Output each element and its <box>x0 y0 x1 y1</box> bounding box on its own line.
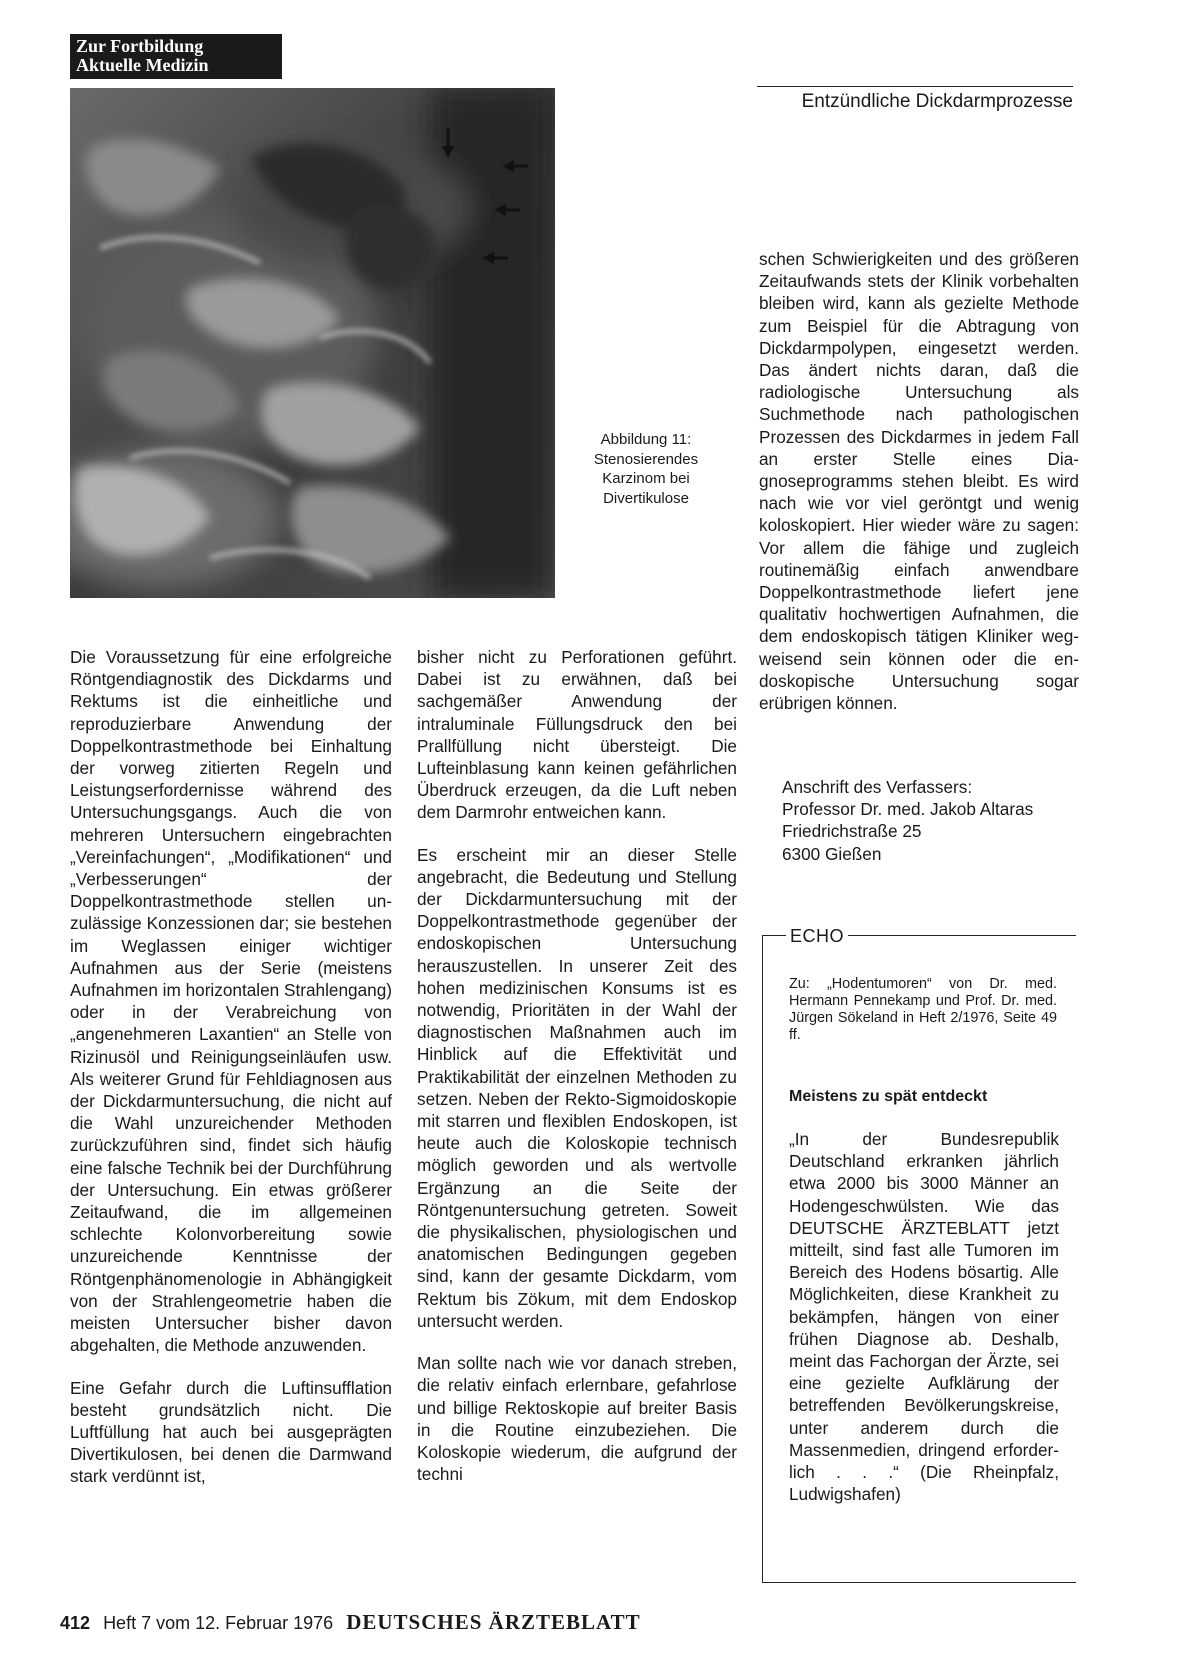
journal-name: DEUTSCHES ÄRZTEBLATT <box>346 1610 641 1634</box>
section-label-line2: Aktuelle Medizin <box>76 55 209 75</box>
echo-reference: Zu: „Hodentumoren“ von Dr. med. Hermann Pennekamp und Prof. Dr. med. Jürgen Sökeland in Heft 2/1976, Seite 49 ff. <box>789 976 1057 1043</box>
address-city: 6300 Gießen <box>782 843 882 864</box>
address-label: Anschrift des Verfassers: <box>782 777 973 797</box>
address-street: Friedrichstraße 25 <box>782 821 922 842</box>
section-label-line1: Zur Fortbildung <box>76 36 204 56</box>
section-label <box>70 34 282 79</box>
paragraph: bisher nicht zu Perforationen geführt. Dabei ist zu erwähnen, daß bei sachgemäßer Anwendung der intraluminale Füllungsdruck den bei Prallfüllung nicht übersteigt. Die Lufteinblasung kann keinen gefährlichen Überdruck erzeugen, da die Luft neben dem Darmrohr entweichen kann. <box>417 647 737 823</box>
figure-caption: Abbildung 11: Stenosierendes Karzinom bei Divertikulose <box>593 431 699 507</box>
paragraph: schen Schwierigkeiten und des größeren Zeitaufwands stets der Klinik vorbehalten bleiben wird, kann als gezielte Methode zum Beispiel für die Abtragung von Dickdarmpolypen, eingesetzt werden. Das ändert nichts daran, daß die radiologische Untersuchung als Suchmethode nach pathologischen Prozessen des Dickdarmes in jedem Fall an erster Stelle eines Diagnoseprogramms stehen bleibt. Es wird nach wie vor viel geröntgt und wenig koloskopiert. Hier wieder wäre zu sagen: Vor allem die fähige und zugleich routinemäßig einfach anwendbare Doppelkontrastmethode liefert jene qualitativ hochwertigen Aufnahmen, die dem endoskopisch tätigen Kliniker wegweisend sein können oder die endoskopische Untersuchung sogar erübrigen können. <box>759 249 1079 714</box>
paragraph: Man sollte nach wie vor danach streben, die relativ einfach erlernbare, gefahrlose und billige Rektoskopie auf breiter Basis in die Routine einzubeziehen. Die Koloskopie wiederum, die aufgrund der techni <box>417 1353 737 1485</box>
article-column-2 <box>417 646 737 1485</box>
running-topic: Entzündliche Dickdarmprozesse <box>801 91 1073 112</box>
echo-title: ECHO <box>786 926 848 947</box>
page-footer <box>60 1610 760 1635</box>
paragraph: Es erscheint mir an dieser Stelle angebracht, die Bedeutung und Stellung der Dickdarmuntersuchung mit der Doppelkontrastmethode gegenüber der endoskopischen Untersuchung herauszustellen. In unserer Zeit des hohen medizinischen Konsums ist es notwendig, Prioritäten in der Wahl der diagnostischen Maßnahmen auch im Hinblick auf die Effektivität und Praktikabilität der einzelnen Methoden zu setzen. Neben der Rekto-Sigmoidoskopie mit starren und flexiblen Endoskopen, ist heute auch die Koloskopie technisch möglich geworden und als wertvolle Ergänzung an die Seite der Röntgenuntersuchung getreten. Soweit die physikalischen, physiologischen und anatomischen Bedingungen gegeben sind, kann der gesamte Dickdarm, vom Rektum bis Zökum, mit dem Endoskop untersucht werden. <box>417 844 737 1331</box>
xray-figure <box>70 88 555 598</box>
author-name: Professor Dr. med. Jakob Altaras <box>782 799 1034 820</box>
issue-info: Heft 7 vom 12. Februar 1976 <box>103 1613 334 1633</box>
paragraph: Eine Gefahr durch die Luftinsufflation besteht grundsätzlich nicht. Die Luftfüllung hat auch bei ausgeprägten Divertikulosen, bei denen die Darmwand stark verdünnt ist, <box>70 1377 392 1487</box>
author-address <box>782 776 1082 865</box>
topic-rule <box>757 86 1073 87</box>
article-column-3 <box>759 248 1079 714</box>
echo-body: „In der Bundesrepublik Deutschland erkranken jährlich etwa 2000 bis 3000 Männer an Hodengeschwülsten. Wie das DEUTSCHE ÄRZTEBLATT jetzt mitteilt, sind fast alle Tumoren im Bereich des Hodens bösartig. Alle Möglichkeiten, diese Krankheit zu bekämpfen, hängen von einer frühen Diagnose ab. Deshalb, meint das Fachorgan der Ärzte, sei eine gezielte Aufklärung der betreffenden Bevölkerungskreise, unter anderem durch die Massenmedien, dringend erforderlich . . .“ (Die Rheinpfalz, Ludwigshafen) <box>789 1129 1059 1505</box>
article-column-1 <box>70 646 392 1488</box>
paragraph: Die Voraussetzung für eine erfolgreiche Röntgendiagnostik des Dickdarms und Rektums ist die einheitliche und reproduzierbare Anwendung der Doppelkontrastmethode bei Einhaltung der vorweg zitierten Regeln und Leistungserfordernisse während des Untersuchungsgangs. Auch die von mehreren Untersuchern eingebrachten „Vereinfachungen“, „Modifikationen“ und „Verbesserungen“ der Doppelkontrastmethode stellen unzulässige Konzessionen dar; sie bestehen im Weglassen einiger wichtiger Aufnahmen aus der Serie (meistens Aufnahmen im horizontalen Strahlengang) oder in der Verabreichung von „angenehmeren Laxantien“ an Stelle von Rizinusöl und Reinigungseinläufen usw. Als weiterer Grund für Fehldiagnosen aus der Dickdarmuntersuchung, die nicht auf die Wahl unzureichender Methoden zurückzuführen sind, findet sich häufig eine falsche Technik bei der Durchführung der Untersuchung. Ein etwas größerer Zeitaufwand, die im allgemeinen schlechte Kolonvorbereitung sowie unzureichende Kenntnisse der Röntgenphänomenologie in Abhängigkeit von der Strahlengeometrie haben die meisten Untersucher bisher davon abgehalten, die Methode anzuwenden. <box>70 647 392 1356</box>
xray-image <box>70 88 555 598</box>
echo-heading: Meistens zu spät entdeckt <box>789 1088 988 1105</box>
page-number: 412 <box>60 1613 91 1633</box>
